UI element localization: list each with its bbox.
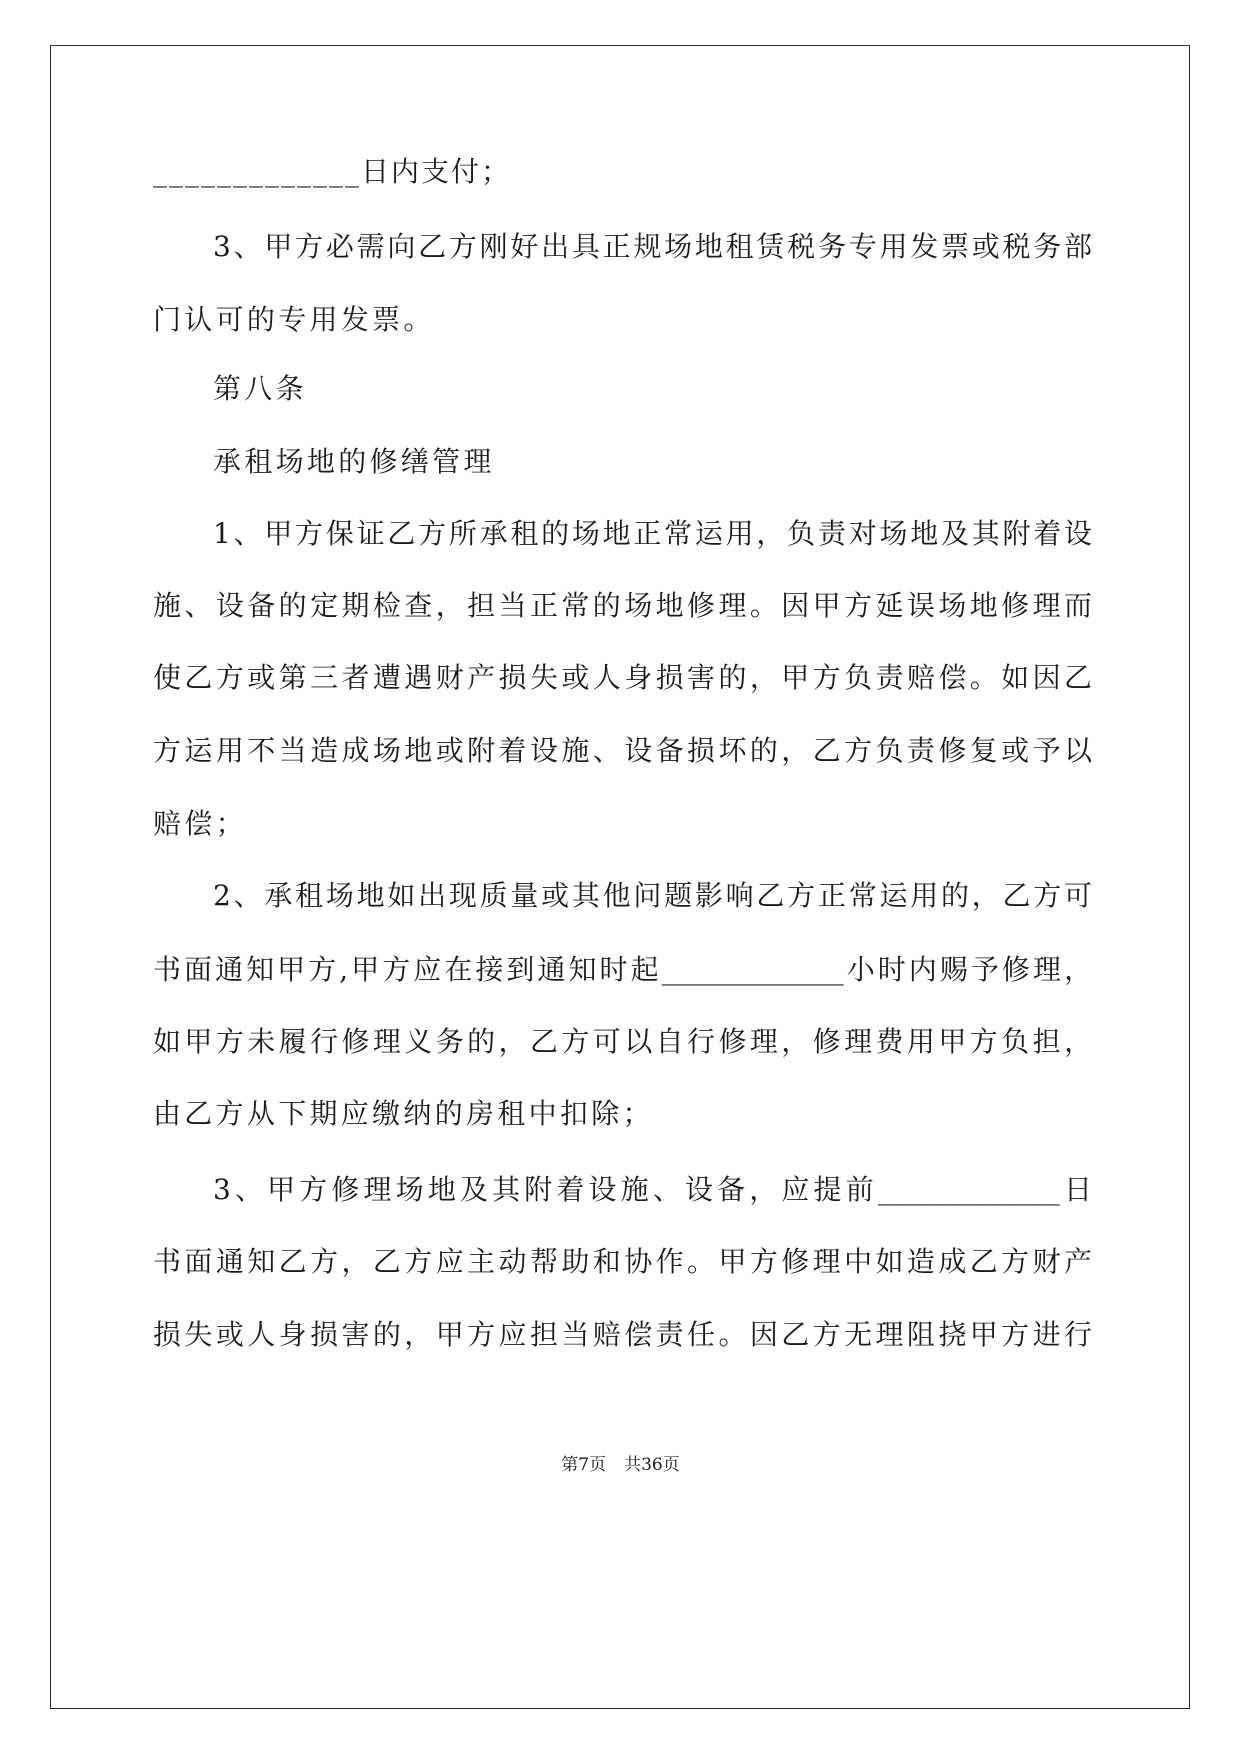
text-line: 2、承租场地如出现质量或其他问题影响乙方正常运用的，乙方可 bbox=[213, 879, 1092, 912]
page-number-total: 共36页 bbox=[624, 1455, 680, 1475]
text-line: 损失或人身损害的，甲方应担当赔偿责任。因乙方无理阻挠甲方进行 bbox=[153, 1318, 1092, 1351]
text-line: 3、甲方修理场地及其附着设施、设备，应提前_____________日 bbox=[213, 1173, 1092, 1206]
text-line: 施、设备的定期检查，担当正常的场地修理。因甲方延误场地修理而 bbox=[153, 589, 1092, 622]
text-line: 1、甲方保证乙方所承租的场地正常运用，负责对场地及其附着设 bbox=[213, 517, 1092, 550]
article-number: 第八条 bbox=[213, 372, 307, 405]
text-line: 书面通知乙方，乙方应主动帮助和协作。甲方修理中如造成乙方财产 bbox=[153, 1245, 1092, 1278]
page-footer bbox=[0, 1452, 1241, 1478]
text-line: 方运用不当造成场地或附着设施、设备损坏的，乙方负责修复或予以 bbox=[153, 734, 1092, 767]
text-line: 由乙方从下期应缴纳的房租中扣除； bbox=[153, 1097, 654, 1130]
text-line: 书面通知甲方,甲方应在接到通知时起_____________小时内赐予修理， bbox=[153, 953, 1092, 986]
text-line: 赔偿； bbox=[153, 807, 247, 840]
text-line: 使乙方或第三者遭遇财产损失或人身损害的，甲方负责赔偿。如因乙 bbox=[153, 661, 1092, 694]
article-title-text: 承租场地的修缮管理 bbox=[213, 445, 495, 478]
text-line: _____________日内支付； bbox=[153, 155, 512, 188]
text-line: 3、甲方必需向乙方刚好出具正规场地租赁税务专用发票或税务部 bbox=[213, 230, 1092, 263]
text-line: 门认可的专用发票。 bbox=[153, 303, 435, 336]
text-line: 如甲方未履行修理义务的，乙方可以自行修理，修理费用甲方负担， bbox=[153, 1025, 1092, 1058]
page-number-current: 第7页 bbox=[561, 1455, 607, 1475]
